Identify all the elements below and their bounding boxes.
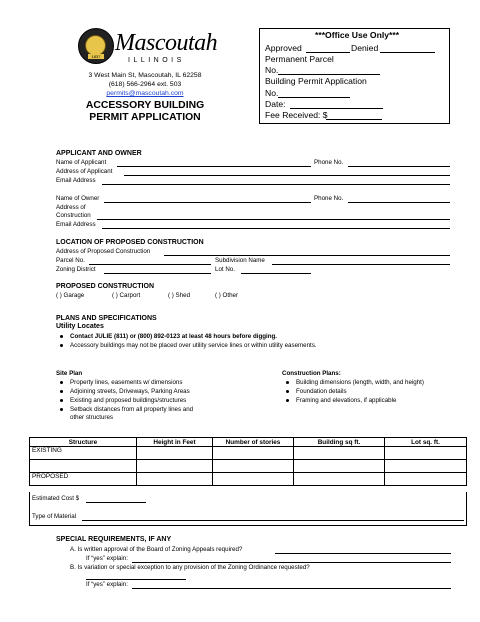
applicant-name-field[interactable] [117,166,311,167]
bullet-icon [60,399,63,402]
table-cell[interactable] [385,447,467,460]
denied-label: Denied [351,43,379,53]
option-shed[interactable]: ( ) Shed [168,292,191,299]
lot-no-field[interactable] [241,273,311,274]
table-row [30,447,467,460]
site-plan-heading: Site Plan [56,370,83,377]
col-building-sqft: Building sq ft. [294,438,385,447]
applicant-phone-label: Phone No. [314,159,344,166]
date-field[interactable] [290,108,383,109]
owner-name-label: Name of Owner [56,195,100,202]
owner-phone-label: Phone No. [314,195,344,202]
table-row [30,460,467,473]
location-address-field[interactable] [164,255,450,256]
location-address-label: Address of Proposed Construction [56,248,151,255]
approved-field[interactable] [306,52,350,53]
bpa-label: Building Permit Application [265,76,367,86]
page-title-line1: ACCESSORY BUILDING [85,100,205,111]
table-cell[interactable] [213,473,294,486]
page-title-line2: PERMIT APPLICATION [89,112,201,123]
denied-field[interactable] [380,52,435,53]
utility-bullet-2: Accessory buildings may not be placed over utility service lines or within utility easements. [60,342,317,350]
option-carport[interactable]: ( ) Carport [112,292,141,299]
lot-no-label: Lot No. [215,266,235,273]
fee-field[interactable] [326,119,382,120]
bpa-no-label: No. [265,88,279,98]
col-stories: Number of stories [213,438,294,447]
bullet-icon [286,381,289,384]
special-b-field[interactable] [86,579,186,580]
applicant-phone-field[interactable] [348,166,450,167]
bullet-icon [60,344,63,347]
construction-address-label1: Address of [56,204,86,211]
material-field[interactable] [82,520,464,521]
col-lot-sqft: Lot sq. ft. [385,438,467,447]
table-cell[interactable] [385,473,467,486]
bullet-icon [60,335,63,338]
site-item: Existing and proposed buildings/structures [60,397,186,405]
table-cell[interactable] [213,447,294,460]
parcel-no-label: No. [265,65,279,75]
special-b-explain-label: If “yes” explain: [86,581,128,588]
subdivision-field[interactable] [272,264,450,265]
parcel-no-label: Parcel No. [56,257,85,264]
site-item: Property lines, easements w/ dimensions [60,379,182,387]
cons-item: Building dimensions (length, width, and height) [286,379,424,387]
site-item-cont: other structures [70,414,113,421]
zoning-field[interactable] [104,273,211,274]
parcel-no-input[interactable] [89,264,211,265]
row-label: PROPOSED [30,473,137,486]
construction-address-label2: Construction [56,212,91,219]
email-link[interactable]: permits@mascoutah.com [106,90,184,97]
applicant-heading: APPLICANT AND OWNER [56,150,142,157]
date-label: Date: [265,99,286,109]
site-item: Setback distances from all property lines and [60,406,193,414]
seal-center [85,35,106,56]
col-structure: Structure [30,438,137,447]
table-cell[interactable] [137,447,213,460]
location-heading: LOCATION OF PROPOSED CONSTRUCTION [56,239,204,246]
construction-address-field[interactable] [97,219,450,220]
seal-year: 1837 [88,54,104,59]
special-a-question: A. Is written approval of the Board of Zoning Appeals required? [70,546,243,553]
cons-item: Foundation details [286,388,347,396]
option-garage[interactable]: ( ) Garage [56,292,85,299]
applicant-email-field[interactable] [102,184,450,185]
fee-label: Fee Received: $ [265,110,328,120]
option-other[interactable]: ( ) Other [215,292,239,299]
city-address: 3 West Main St, Mascoutah, IL 62258 [88,72,202,79]
owner-name-field[interactable] [104,202,311,203]
logo-state: ILLINOIS [128,57,185,64]
special-b-explain-field[interactable] [132,588,451,589]
special-a-field[interactable] [275,553,451,554]
bullet-icon [286,399,289,402]
subdivision-label: Subdivision Name [215,257,265,264]
owner-email-label: Email Address [56,221,96,228]
construction-plans-heading: Construction Plans: [282,370,341,377]
office-use-box [259,28,450,124]
approved-label: Approved [265,43,302,53]
plans-heading: PLANS AND SPECIFICATIONS [56,315,157,322]
city-seal-logo [78,28,114,64]
table-cell[interactable] [30,460,137,473]
owner-email-field[interactable] [102,228,450,229]
special-a-explain-label: If “yes” explain: [86,555,128,562]
table-cell[interactable] [137,473,213,486]
table-cell[interactable] [385,460,467,473]
table-cell[interactable] [137,460,213,473]
logo-wordmark: Mascoutah [115,30,218,56]
bpa-no-field[interactable] [278,97,350,98]
applicant-name-label: Name of Applicant [56,159,107,166]
bullet-icon [60,390,63,393]
estimated-cost-field[interactable] [86,502,146,503]
site-item: Adjoining streets, Driveways, Parking Areas [60,388,190,396]
structure-table [29,437,467,486]
bullet-icon [60,408,63,411]
parcel-no-field[interactable] [278,74,380,75]
special-b-question: B. Is variation or special exception to any provision of the Zoning Ordinance requested? [70,564,310,571]
table-cell[interactable] [213,460,294,473]
row-label: EXISTING [30,447,137,460]
proposed-heading: PROPOSED CONSTRUCTION [56,283,155,290]
bullet-icon [286,390,289,393]
applicant-address-label: Address of Applicant [56,168,113,175]
utility-locates: Utility Locates [56,323,104,330]
office-title: ***Office Use Only*** [315,30,400,40]
cons-item: Framing and elevations, if applicable [286,397,396,405]
bullet-icon [60,381,63,384]
col-height: Height in Feet [137,438,213,447]
utility-bullet-1: Contact JULIE (811) or (800) 892-0123 at least 48 hours before digging. [60,333,277,341]
city-phone: (618) 566-2964 ext. 503 [108,81,182,88]
material-label: Type of Material [32,513,77,520]
applicant-email-label: Email Address [56,177,96,184]
applicant-address-field[interactable] [124,175,450,176]
table-header-row [30,438,467,447]
table-row [30,473,467,486]
table-cell[interactable] [294,473,385,486]
special-a-explain-field[interactable] [132,562,451,563]
special-heading: SPECIAL REQUIREMENTS, IF ANY [56,536,172,543]
owner-phone-field[interactable] [348,202,450,203]
table-cell[interactable] [294,460,385,473]
zoning-label: Zoning District [56,266,96,273]
parcel-label: Permanent Parcel [265,54,334,64]
estimated-cost-label: Estimated Cost $ [32,495,80,502]
table-cell[interactable] [294,447,385,460]
